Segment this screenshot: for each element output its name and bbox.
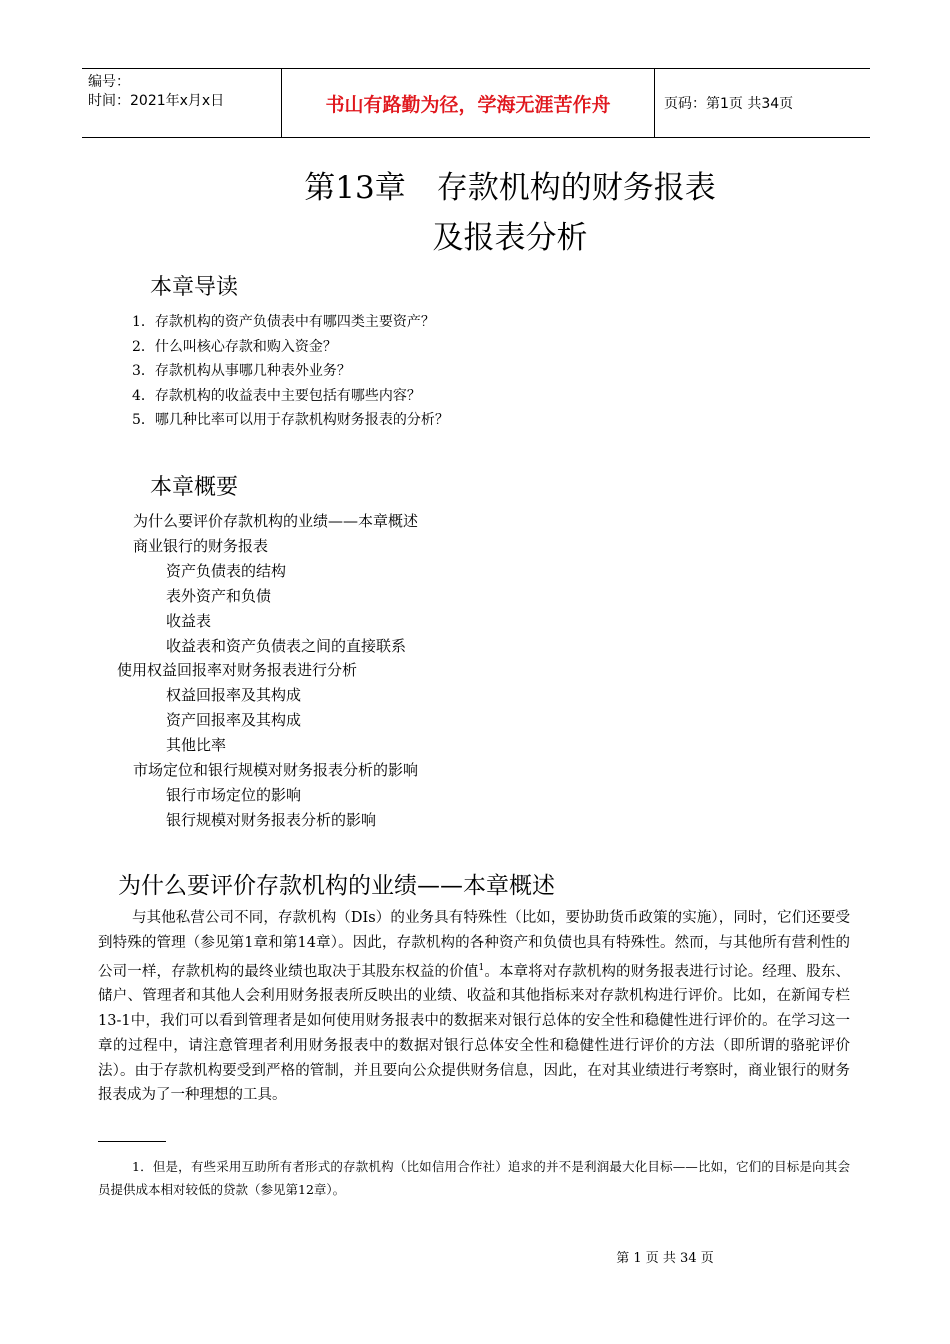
list-item: 权益回报率及其构成 [166, 686, 302, 705]
header-number-label: 编号： [88, 74, 130, 90]
footnote: 1．但是，有些采用互助所有者形式的存款机构（比如信用合作社）追求的并不是利润最大化目标——比如，它们的目标是向其会员提供成本相对较低的贷款（参见第12章）。 [98, 1159, 850, 1197]
paragraph-text: 与其他私营公司不同，存款机构（DIs）的业务具有特殊性（比如，要协助货币政策的实施），同时，它们还要受到特殊的管理（参见第1章和第14章）。因此，存款机构的各种资产和负债也具有特殊性。然而，与其他所有营利性的公司一样，存款机构的最终业绩也取决于其股东权益的价值 [98, 910, 850, 980]
intro-heading: 本章导读 [150, 275, 239, 300]
list-item: 收益表和资产负债表之间的直接联系 [166, 636, 407, 655]
list-item: 市场定位和银行规模对财务报表分析的影响 [133, 761, 419, 780]
list-item: 商业银行的财务报表 [133, 536, 269, 555]
list-item: 使用权益回报率对财务报表进行分析 [117, 661, 358, 680]
list-item: 资产负债表的结构 [166, 561, 287, 580]
overview-heading: 本章概要 [150, 475, 239, 500]
section-heading: 为什么要评价存款机构的业绩——本章概述 [118, 873, 555, 899]
list-item: 4．存款机构的收益表中主要包括有哪些内容？ [132, 387, 421, 404]
paragraph-text: 。本章将对存款机构的财务报表进行讨论。经理、股东、储户、管理者和其他人会利用财务报表所反映出的业绩、收益和其他指标来对存款机构进行评价。比如，在新闻专栏13-1中，我们可以看到管理者是如何使用财务报表中的数据来对银行总体的安全性和稳健性进行评价的。在学习这一章的过程中，请注意管理者利用财务报表中的数据对银行总体安全性和稳健性进行评价的方法（即所谓的骆驼评价法）。由于存款机构要受到严格的管制，并且要向公众提供财务信息，因此，在对其业绩进行考察时，商业银行的财务报表成为了一种理想的工具。 [98, 963, 851, 1104]
list-item: 2．什么叫核心存款和购入资金？ [132, 338, 337, 355]
header-motto: 书山有路勤为径，学海无涯苦作舟 [325, 93, 611, 116]
list-item: 收益表 [166, 611, 212, 630]
list-item: 资产回报率及其构成 [166, 711, 302, 730]
list-item: 为什么要评价存款机构的业绩——本章概述 [133, 512, 419, 530]
page-footer: 第 1 页 共 34 页 [616, 1251, 714, 1266]
list-item: 其他比率 [166, 736, 227, 755]
section-paragraph [98, 906, 850, 1108]
list-item: 银行规模对财务报表分析的影响 [166, 810, 377, 829]
header-divider [654, 69, 655, 137]
header-page-label: 页码：第1页 共34页 [664, 96, 794, 112]
list-item: 银行市场定位的影响 [166, 785, 302, 804]
footnote-ref: 1 [478, 962, 485, 973]
page-header [82, 68, 870, 138]
footnote-divider [98, 1141, 166, 1142]
chapter-title-line2: 及报表分析 [432, 220, 588, 256]
list-item: 3．存款机构从事哪几种表外业务？ [132, 363, 351, 380]
intro-question-list [132, 310, 449, 433]
header-meta [88, 73, 224, 111]
overview-outline [0, 509, 418, 833]
chapter-title-line1: 第13章 存款机构的财务报表 [304, 170, 716, 206]
list-item: 表外资产和负债 [166, 586, 272, 605]
list-item: 1．存款机构的资产负债表中有哪四类主要资产？ [132, 314, 435, 330]
list-item: 5．哪几种比率可以用于存款机构财务报表的分析？ [132, 412, 449, 429]
header-time-label: 时间：2021年x月x日 [88, 93, 225, 109]
